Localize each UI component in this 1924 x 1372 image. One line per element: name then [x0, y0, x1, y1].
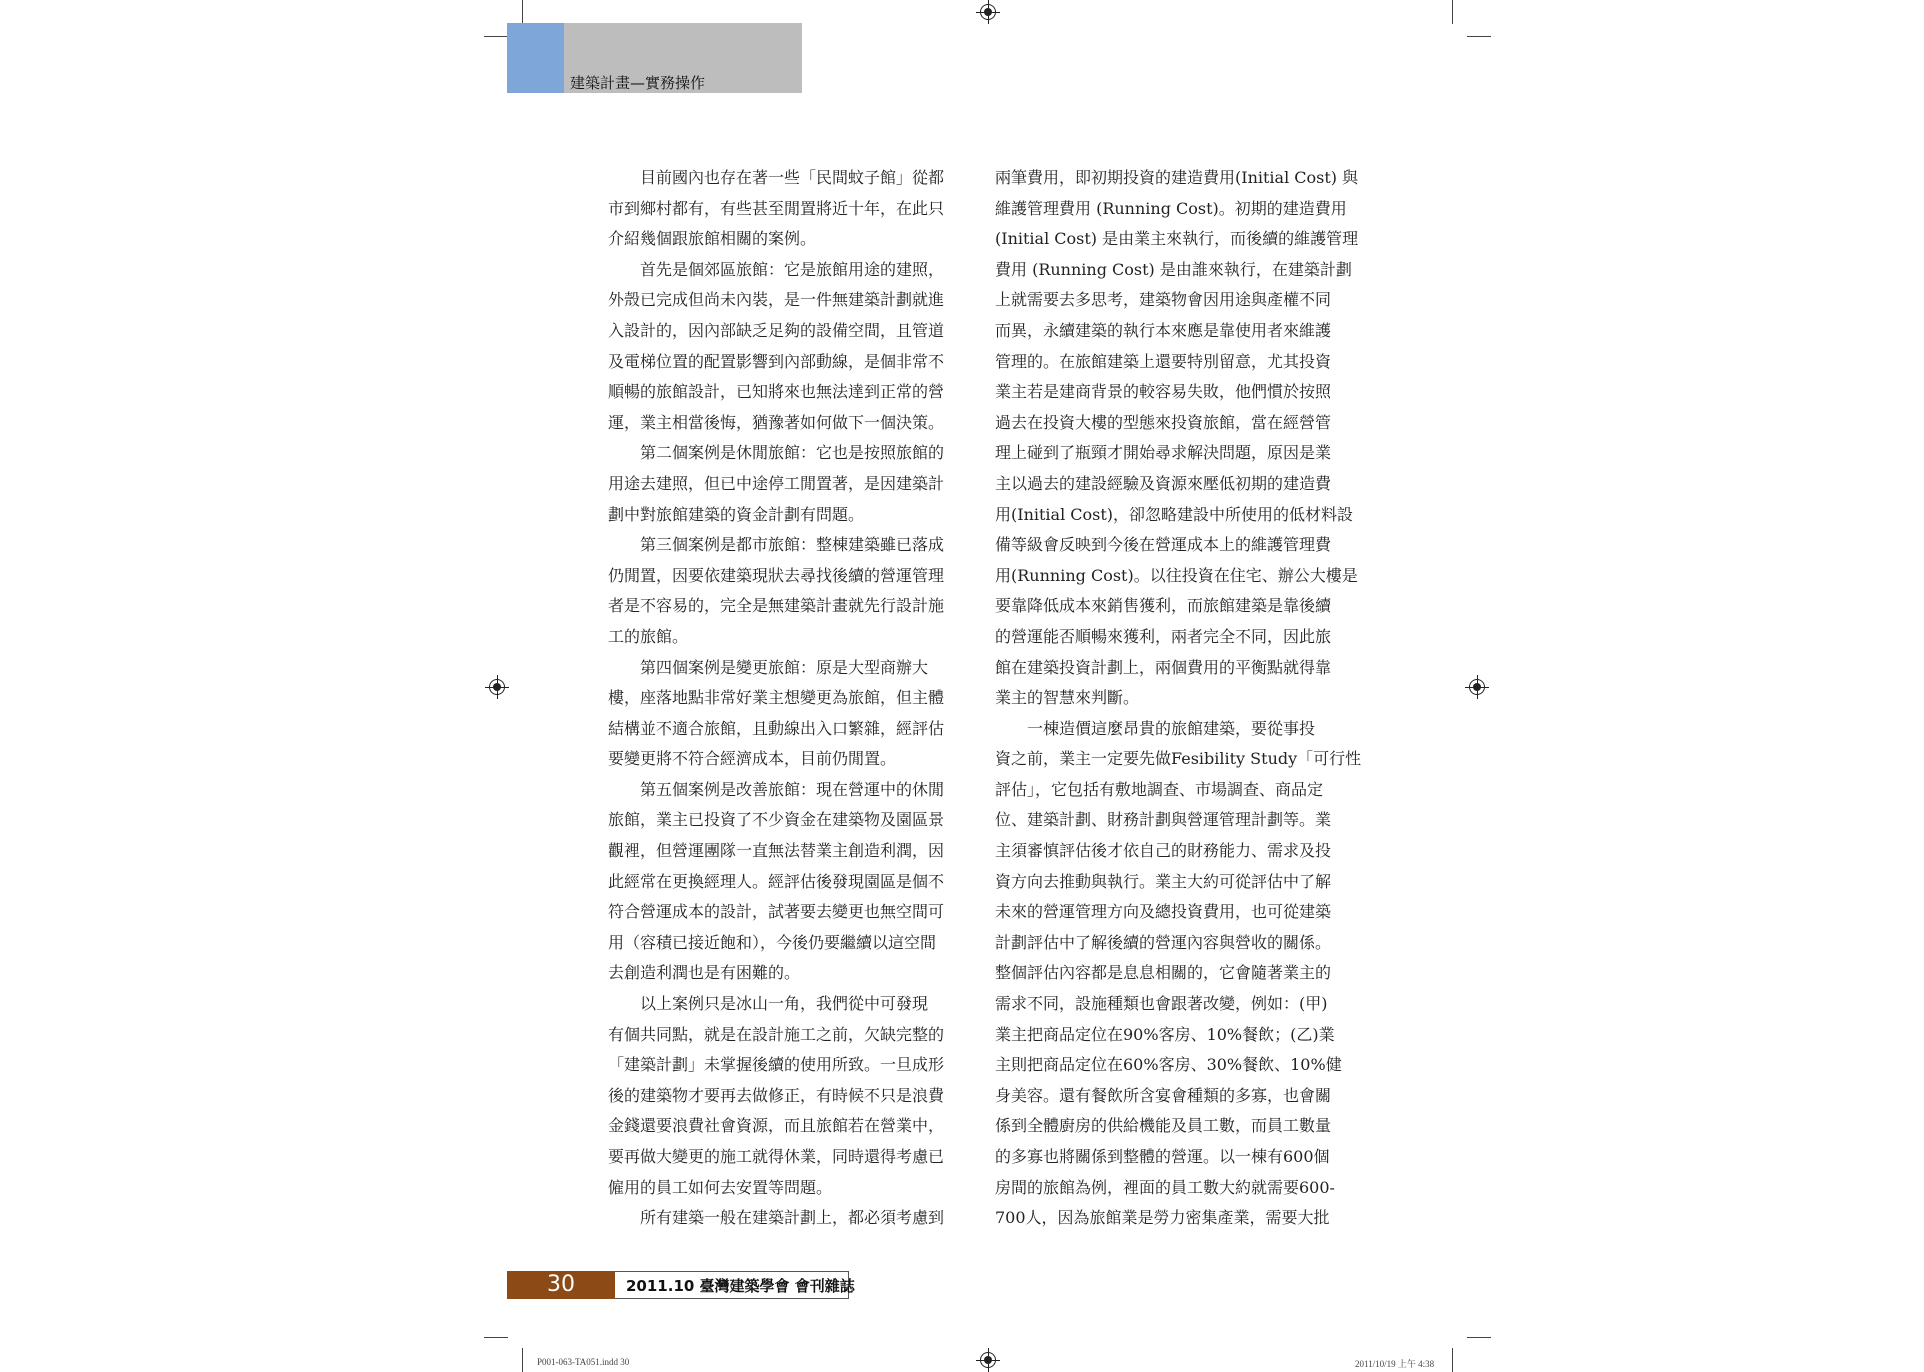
text-line: 計劃評估中了解後續的營運內容與營收的關係。	[995, 932, 1332, 952]
text-line: 身美容。還有餐飲所含宴會種類的多寡，也會關	[995, 1085, 1332, 1105]
crop-mark	[1467, 1337, 1491, 1338]
text-line: 需求不同，設施種類也會跟著改變，例如：(甲)	[995, 994, 1328, 1014]
page-number: 30	[547, 1272, 575, 1297]
text-line: 一棟造價這麼昂貴的旅館建築，要從事投	[995, 718, 1316, 738]
text-line: 首先是個郊區旅館：它是旅館用途的建照，	[608, 259, 945, 279]
text-line: 市到鄉村都有，有些甚至閒置將近十年，在此只	[608, 198, 945, 218]
text-line: 理上碰到了瓶頸才開始尋求解決問題，原因是業	[995, 443, 1332, 463]
registration-mark-bottom	[980, 1352, 996, 1368]
crop-mark	[1452, 0, 1453, 24]
text-line: 而異，永續建築的執行本來應是靠使用者來維護	[995, 320, 1332, 340]
slug-filename: P001-063-TA051.indd 30	[537, 1357, 630, 1367]
text-line: 要靠降低成本來銷售獲利，而旅館建築是靠後續	[995, 596, 1332, 616]
text-line: 資方向去推動與執行。業主大約可從評估中了解	[995, 871, 1332, 891]
text-line: 運，業主相當後悔，猶豫著如何做下一個決策。	[608, 412, 945, 432]
text-line: (Initial Cost) 是由業主來執行，而後續的維護管理	[995, 229, 1359, 249]
crop-mark	[484, 1337, 508, 1338]
text-line: 去創造利潤也是有困難的。	[608, 963, 801, 983]
slug-timestamp: 2011/10/19 上午 4:38	[1355, 1359, 1435, 1369]
text-line: 僱用的員工如何去安置等問題。	[608, 1177, 833, 1197]
registration-mark-top	[980, 4, 996, 20]
crop-mark	[484, 36, 508, 37]
right-text-column	[995, 163, 1360, 1234]
text-line: 上就需要去多思考，建築物會因用途與產權不同	[995, 290, 1332, 310]
text-line: 費用 (Running Cost) 是由誰來執行，在建築計劃	[995, 259, 1352, 279]
text-line: 第四個案例是變更旅館：原是大型商辦大	[608, 657, 929, 677]
text-line: 仍閒置，因要依建築現狀去尋找後續的營運管理	[608, 565, 945, 585]
text-line: 業主把商品定位在90%客房、10%餐飲；(乙)業	[995, 1024, 1335, 1044]
crop-mark	[1467, 36, 1491, 37]
text-line: 業主的智慧來判斷。	[995, 688, 1140, 708]
text-line: 此經常在更換經理人。經評估後發現園區是個不	[608, 871, 945, 891]
crop-mark	[1452, 1348, 1453, 1372]
text-line: 的多寡也將關係到整體的營運。以一棟有600個	[995, 1147, 1330, 1166]
text-line: 及電梯位置的配置影響到內部動線，是個非常不	[608, 351, 945, 371]
text-line: 用(Running Cost)。以往投資在住宅、辦公大樓是	[995, 565, 1358, 585]
text-line: 整個評估內容都是息息相關的，它會隨著業主的	[995, 963, 1332, 983]
text-line: 係到全體廚房的供給機能及員工數，而員工數量	[995, 1116, 1332, 1136]
text-line: 用(Initial Cost)，卻忽略建設中所使用的低材料設	[995, 504, 1354, 524]
text-line: 主須審慎評估後才依自己的財務能力、需求及投	[995, 841, 1332, 861]
text-line: 資之前，業主一定要先做Fesibility Study「可行性	[995, 749, 1362, 769]
text-line: 第五個案例是改善旅館：現在營運中的休閒	[608, 779, 945, 799]
text-line: 主則把商品定位在60%客房、30%餐飲、10%健	[995, 1055, 1342, 1075]
text-line: 有個共同點，就是在設計施工之前，欠缺完整的	[608, 1024, 945, 1044]
text-line: 位、建築計劃、財務計劃與營運管理計劃等。業	[995, 810, 1332, 830]
text-line: 樓，座落地點非常好業主想變更為旅館，但主體	[608, 688, 945, 708]
header-accent-block	[507, 23, 564, 93]
crop-mark	[522, 0, 523, 24]
text-line: 介紹幾個跟旅館相關的案例。	[608, 229, 817, 249]
text-line: 館在建築投資計劃上，兩個費用的平衡點就得靠	[995, 657, 1332, 677]
text-line: 符合營運成本的設計，試著要去變更也無空間可	[608, 902, 945, 922]
text-line: 要再做大變更的施工就得休業，同時還得考慮已	[608, 1147, 945, 1166]
text-line: 第二個案例是休閒旅館：它也是按照旅館的	[608, 443, 945, 463]
text-line: 未來的營運管理方向及總投資費用，也可從建築	[995, 902, 1332, 922]
text-line: 700人，因為旅館業是勞力密集產業，需要大批	[995, 1208, 1330, 1228]
text-line: 順暢的旅館設計，已知將來也無法達到正常的營	[608, 382, 945, 402]
text-line: 維護管理費用 (Running Cost)。初期的建造費用	[995, 198, 1347, 218]
text-line: 的營運能否順暢來獲利，兩者完全不同，因此旅	[995, 626, 1332, 646]
text-line: 備等級會反映到今後在營運成本上的維護管理費	[995, 535, 1332, 555]
text-line: 房間的旅館為例，裡面的員工數大約就需要600-	[995, 1177, 1335, 1197]
registration-mark-right	[1469, 679, 1485, 695]
text-line: 金錢還要浪費社會資源，而且旅館若在營業中，	[608, 1116, 945, 1136]
text-line: 入設計的，因內部缺乏足夠的設備空間，且管道	[608, 320, 945, 340]
text-line: 者是不容易的，完全是無建築計畫就先行設計施	[608, 596, 945, 616]
text-line: 主以過去的建設經驗及資源來壓低初期的建造費	[995, 473, 1332, 493]
text-line: 第三個案例是都市旅館：整棟建築雖已落成	[608, 535, 945, 555]
text-line: 評估」，它包括有敷地調查、市場調查、商品定	[995, 779, 1324, 799]
running-header-title: 建築計畫—實務操作	[570, 74, 706, 92]
left-text-column	[608, 163, 973, 1234]
text-line: 後的建築物才要再去做修正，有時候不只是浪費	[608, 1085, 945, 1105]
text-line: 管理的。在旅館建築上還要特別留意，尤其投資	[995, 351, 1332, 371]
text-line: 兩筆費用，即初期投資的建造費用(Initial Cost) 與	[995, 168, 1359, 187]
crop-mark	[522, 1348, 523, 1372]
registration-mark-left	[489, 679, 505, 695]
publication-name: 2011.10 臺灣建築學會 會刊雜誌	[626, 1277, 855, 1295]
text-line: 觀裡，但營運團隊一直無法替業主創造利潤，因	[608, 841, 945, 861]
text-line: 外殼已完成但尚未內裝，是一件無建築計劃就進	[608, 290, 945, 310]
text-line: 劃中對旅館建築的資金計劃有問題。	[608, 504, 865, 524]
text-line: 所有建築一般在建築計劃上，都必須考慮到	[608, 1208, 945, 1228]
text-line: 結構並不適合旅館，且動線出入口繁雜，經評估	[608, 718, 945, 738]
text-line: 目前國內也存在著一些「民間蚊子館」從都	[608, 168, 945, 187]
text-line: 要變更將不符合經濟成本，目前仍閒置。	[608, 749, 897, 769]
text-line: 工的旅館。	[608, 626, 689, 646]
text-line: 旅館，業主已投資了不少資金在建築物及園區景	[608, 810, 945, 830]
text-line: 業主若是建商背景的較容易失敗，他們慣於按照	[995, 382, 1332, 402]
text-line: 過去在投資大樓的型態來投資旅館，當在經營管	[995, 412, 1332, 432]
text-line: 以上案例只是冰山一角，我們從中可發現	[608, 994, 929, 1014]
text-line: 「建築計劃」未掌握後續的使用所致。一旦成形	[608, 1055, 945, 1075]
text-line: 用（容積已接近飽和），今後仍要繼續以這空間	[608, 932, 937, 952]
text-line: 用途去建照，但已中途停工閒置著，是因建築計	[608, 473, 945, 493]
